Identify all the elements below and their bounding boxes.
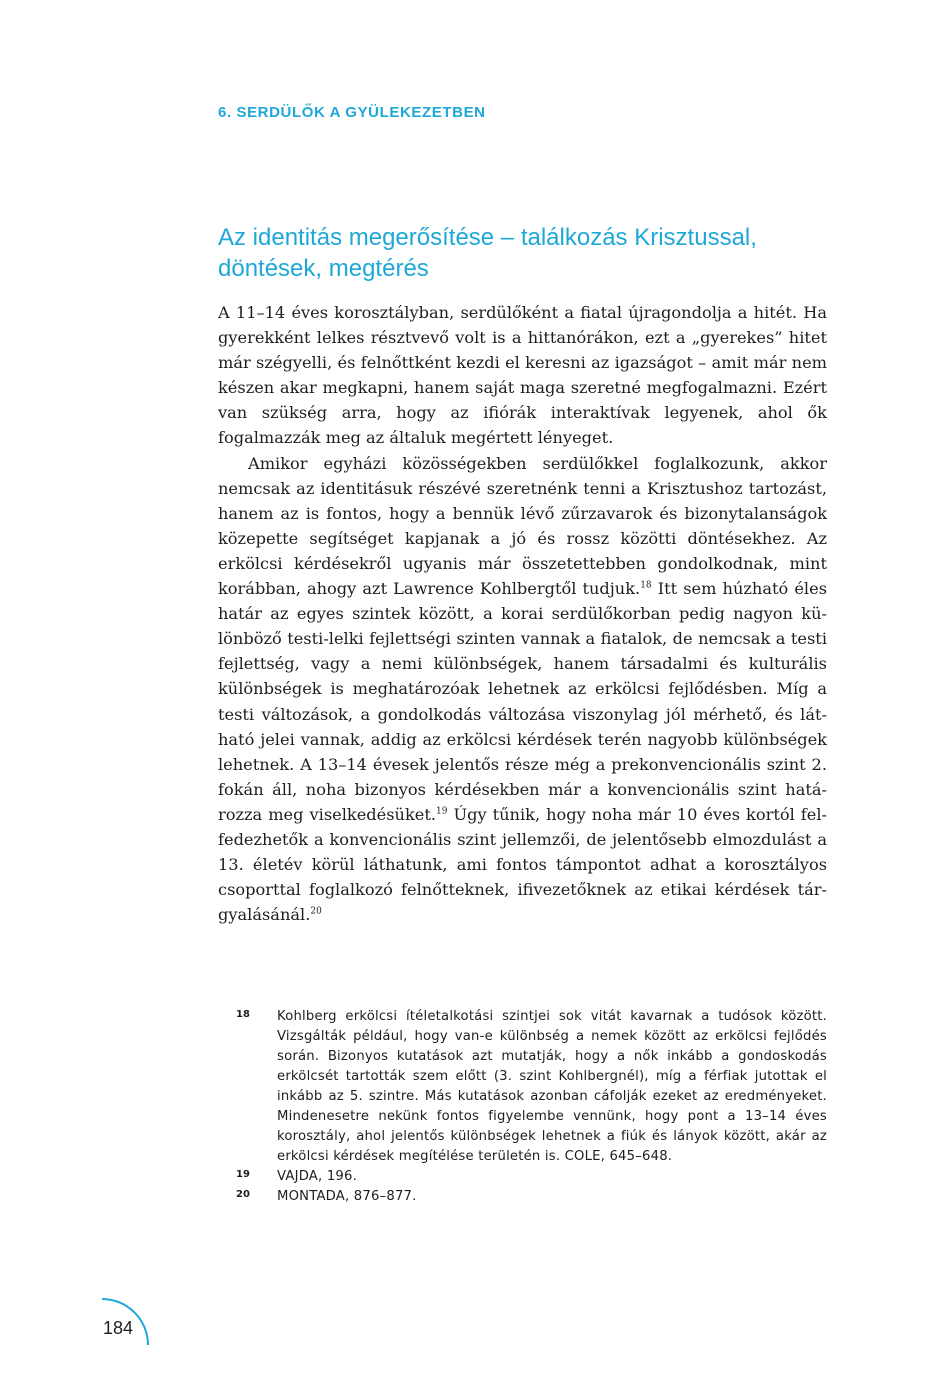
section-title-line-1: Az identitás megerősítése – találkozás Krisztussal, xyxy=(218,224,757,251)
footnote-18 xyxy=(236,1007,827,1167)
footnote-reference-19[interactable]: 19 xyxy=(436,806,448,817)
paragraph-2-text-b: Itt sem húzható éles határ az egyes szintek között, a korai serdülőkorban pedig nagyon különböző testi-lelki fejlettségi szinten vannak a fiatalok, de nemcsak a testi fejlettség, vagy a nemi különbségek, hanem társadalmi és kulturális különbségek is meghatározóak lehetnek az erkölcsi fejlődésben. Míg a testi változások, a gondolkodás változása viszonylag jól mérhető, és látható jelei vannak, addig az erkölcsi kérdések terén nagyobb különbségek lehetnek. A 13–14 évesek jelentős része még a prekonvencionális szint 2. fokán áll, noha bizonyos kérdésekben már a konvencionális szint határozza meg viselkedésüket. xyxy=(218,579,827,824)
paragraph-2-text-a: Amikor egyházi közösségekben serdülőkkel foglalkozunk, akkor nemcsak az identitásuk részévé szeretnénk tenni a Krisztushoz tartozást, hanem az is fontos, hogy a bennük lévő zűrzavarok és bizonytalanságok közepette segítséget kapjanak a jó és rossz közötti döntésekhez. Az erkölcsi kérdésekről ugyanis már összetettebben gondolkodnak, mint korábban, ahogy azt Lawrence Kohlbergtől tudjuk. xyxy=(218,453,827,599)
body-paragraph-2 xyxy=(218,451,827,928)
footnote-text: MONTADA, 876–877. xyxy=(277,1189,417,1204)
footnote-number: 19 xyxy=(236,1169,250,1180)
footnote-text: Kohlberg erkölcsi ítéletalkotási szintjei sok vitát kavarnak a tudósok között. Vizsgálták például, hogy van-e különbség a nemek között az erkölcsi fejlődés során. Bizonyos kutatások azt mutatják, hogy a nők inkább a gondoskodás erkölcsét tartották szem előtt (3. szint Kohlbergnél), míg a férfiak jutottak el inkább az 5. szintre. Más kutatások azonban cáfolják ezeket az eredményeket. Mindenesetre nekünk fontos figyelembe vennünk, hogy pont a 13–14 éves korosztály, ahol jelentős különbségek lehetnek a fiúk és lányok között, akár az erkölcsi kérdések megítélése területén is. COLE, 645–648. xyxy=(277,1009,827,1164)
footnote-20 xyxy=(236,1187,827,1207)
footnote-reference-20[interactable]: 20 xyxy=(310,906,322,917)
page-number: 184 xyxy=(103,1318,134,1338)
body-text xyxy=(218,300,827,927)
footnote-reference-18[interactable]: 18 xyxy=(640,580,652,591)
footnote-number: 20 xyxy=(236,1189,250,1200)
footnote-19 xyxy=(236,1167,827,1187)
footnote-text: VAJDA, 196. xyxy=(277,1169,357,1184)
section-title xyxy=(218,222,838,284)
paragraph-2-text-c: Úgy tűnik, hogy noha már 10 éves kortól felfedezhetők a konvencionális szint jellemzői, de jelentősebb elmozdulást a 13. életév körül láthatunk, ami fontos támpontot adhat a korosztályos csoporttal foglalkozó felnőtteknek, ifivezetőknek az etikai kérdések tárgyalásánál. xyxy=(218,804,827,925)
footnote-number: 18 xyxy=(236,1009,250,1020)
body-paragraph-1: A 11–14 éves korosztályban, serdülőként a fiatal újragondolja a hitét. Ha gyerekként lelkes résztvevő volt is a hittanórákon, ezt a „gyerekes” hitet már szégyelli, és felnőttként kezdi el keresni az igazságot – amit már nem készen akar megkapni, hanem saját maga szeretné megfogalmazni. Ezért van szükség arra, hogy az ifiórák interaktívak legyenek, ahol ők fogalmazzák meg az általuk megértett lényeget. xyxy=(218,303,827,448)
running-head: 6. SERDÜLŐK A GYÜLEKEZETBEN xyxy=(218,104,486,121)
footnotes xyxy=(236,1007,827,1207)
section-title-line-2: döntések, megtérés xyxy=(218,255,429,282)
